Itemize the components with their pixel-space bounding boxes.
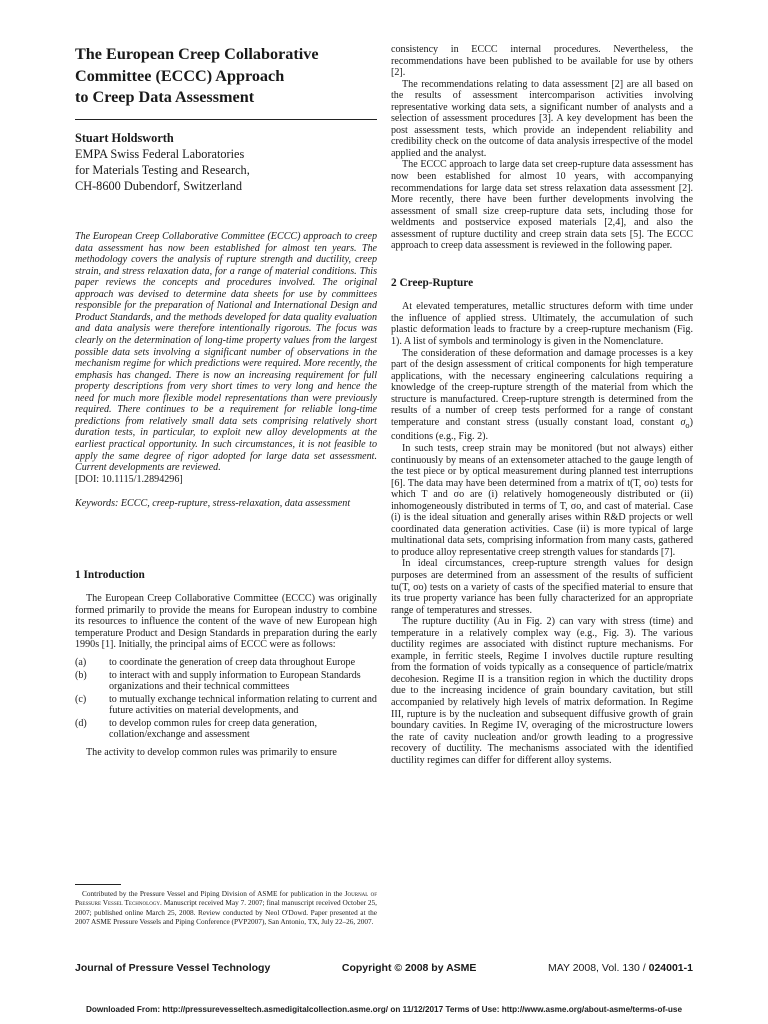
paragraph <box>391 348 693 443</box>
affiliation-line: CH-8600 Dubendorf, Switzerland <box>75 178 242 193</box>
paragraph-text: The consideration of these deformation and damage processes is a key part of the design assessment of critical components for high temperature applications, with the necessary engineering calculations requiring a knowledge of the creep-rupture strength of the material from which the structure is manufactured. Creep-rupture strength is determined from the results of a number of creep tests performed for a range of constant temperature and constant stress (usually constant load, constant <box>391 347 693 428</box>
footer-issue <box>548 962 693 974</box>
footnote-divider <box>75 884 121 885</box>
list-marker: (b) <box>75 669 87 681</box>
sigma-symbol: σ <box>680 416 686 428</box>
title-line: Committee (ECCC) Approach <box>75 66 285 85</box>
paragraph: The ECCC approach to large data set creep-rupture data assessment has now been established for almost 10 years, with accompanying recommendations for large data set stress relaxation data assessment [2]. More recently, there have been further developments involving the assessment of small size creep-rupture data sets, including those for weldments and postservice exposed materials [2,4], and also the assessment of rupture ductility and creep strain data sets [5]. The ECCC approach to creep data assessment is reviewed in the following paper. <box>391 159 693 252</box>
section-heading-introduction: 1 Introduction <box>75 568 145 581</box>
list-item <box>75 718 377 741</box>
footnote-text: Contributed by the Pressure Vessel and Piping Division of ASME for publication in the <box>82 889 345 898</box>
section-heading-creep-rupture: 2 Creep-Rupture <box>391 276 474 289</box>
paragraph: At elevated temperatures, metallic structures deform with time under the influence of applied stress. Ultimately, the accumulation of such plastic deformation leads to fracture by a creep-rupture mechanism (Fig. 1). A list of symbols and terminology is given in the Nomenclature. <box>391 301 693 348</box>
list-item <box>75 657 377 669</box>
list-marker: (a) <box>75 656 87 668</box>
paragraph-text: ) conditions (e.g., Fig. 2). <box>391 416 693 443</box>
page-id: 024001-1 <box>648 962 693 974</box>
keywords: Keywords: ECCC, creep-rupture, stress-relaxation, data assessment <box>75 498 351 510</box>
list-text: to coordinate the generation of creep data throughout Europe <box>109 656 356 668</box>
title-line: to Creep Data Assessment <box>75 88 255 106</box>
right-column <box>391 44 693 766</box>
download-notice: Downloaded From: http://pressurevesseltech.asmedigitalcollection.asme.org/ on 11/12/2017 Terms of Use: http://www.asme.org/about-asme/terms-of-use <box>85 1005 683 1014</box>
affiliation-line: for Materials Testing and Research, <box>75 162 250 177</box>
aims-list <box>75 657 377 741</box>
footnote <box>75 884 377 926</box>
list-text: to develop common rules for creep data generation, collation/exchange and assessment <box>109 717 317 741</box>
list-marker: (d) <box>75 717 87 729</box>
list-text: to mutually exchange technical information relating to current and future activities on material developments, and <box>109 693 377 717</box>
doi: [DOI: 10.1115/1.2894296] <box>75 473 183 485</box>
left-column <box>75 44 377 758</box>
footnote-text: . Manuscript received May 7. 2007; final manuscript received October 25, 2007; published online March 25, 2008. Review conducted by Neol O'Dowd. Paper presented at the 2007 ASME Pressure Vessels and Piping Conference (PVP2007), San Antonio, TX, July 22–26, 2007. <box>75 898 378 926</box>
footer-copyright: Copyright © 2008 by ASME <box>341 962 477 974</box>
journal-name: Journal of Pressure Vessel Technology <box>75 889 378 908</box>
paragraph: consistency in ECCC internal procedures. Nevertheless, the recommendations have been published to be available for use by others [2]. <box>391 44 693 79</box>
affiliation-line: EMPA Swiss Federal Laboratories <box>75 146 245 161</box>
page-footer <box>75 962 693 974</box>
list-item <box>75 670 377 693</box>
paragraph: In ideal circumstances, creep-rupture strength values for design purposes are determined from an assessment of the results of sufficient tu(T, σo) tests on a variety of casts of the specified material to ensure that its true property variance has been fully characterized for an appropriate range of temperatures and stresses. <box>391 558 693 616</box>
abstract-text: The European Creep Collaborative Committee (ECCC) approach to creep data assessment has now been established for almost ten years. The methodology covers the analysis of rupture strength and ductility, creep strain, and stress relaxation data, for a range of material conditions. This paper reviews the concepts and procedures involved. The original approach was devised to determine data sheets for use by committees responsible for the preparation of National and International Design and Product Standards, and the methods developed for data quality evaluation and data analysis were therefore intentionally rigorous. The focus was clearly on the determination of long-time property values from the largest possible data sets involving a significant number of observations in the mechanism regime for which predictions were required. More recently, the emphasis has changed. There is now an increasing requirement for full property descriptions from very short times to very long and hence the need for much more flexible model representations than were previously required. There continues to be a requirement for reliable long-time predictions from relatively small data sets comprising relatively short duration tests, in particular, to exploit new alloy developments at the earliest practical opportunity. In such circumstances, it is not feasible to apply the same degree of rigor adopted for large data set assessment. Current developments are reviewed. <box>75 231 377 474</box>
issue-info: MAY 2008, Vol. 130 / <box>548 962 649 974</box>
sigma-subscript: o <box>685 420 690 430</box>
author-name: Stuart Holdsworth <box>75 130 174 145</box>
paragraph: The rupture ductility (Au in Fig. 2) can vary with stress (time) and temperature in a relatively complex way (e.g., Fig. 3). The various ductility regimes are associated with distinct rupture mechanisms. For example, in ferritic steels, Regime I involves ductile rupture resulting from the formation of voids typically as a consequence of particle/matrix decohesion. Regime II is a transition region in which the ductility drops due to the increasing incidence of grain boundary cavitation, but still accompanied by relatively high levels of matrix deformation. In Regime III, rupture is by the nucleation and subsequent diffusive growth of grain boundary cavities. In Regime IV, overaging of the microstructure lowers the rate of cavity nucleation and/or growth leading to a progressive recovery of ductility. The mechanisms associated with the identified ductility regimes can differ for different alloy systems. <box>391 616 693 766</box>
paper-title <box>75 44 377 109</box>
paragraph: The recommendations relating to data assessment [2] are all based on the results of assessment intercomparison activities involving representative working data sets, a significant number of analysts and a selection of assessment procedures [3]. A key development has been the post assessment tests, which provide an independent reliability and credibility check on the outcome of data analysis irrespective of the model applied and the analyst. <box>391 78 693 159</box>
paragraph: The activity to develop common rules was primarily to ensure <box>86 746 337 758</box>
footer-journal: Journal of Pressure Vessel Technology <box>75 962 271 974</box>
title-line: The European Creep Collaborative <box>75 45 319 63</box>
list-item <box>75 694 377 717</box>
paragraph: In such tests, creep strain may be monitored (but not always) either continuously by means of an extensometer attached to the gauge length of the test piece or by optical measurement during planned test interruptions [6]. The data may have been determined from a matrix of t(T, σo) tests for which T and σo are (i) relatively homogeneously distributed or (ii) inhomogeneously distributed in terms of T, σo, and cast of material. Case (i) is the ideal situation and generally arises within R&D projects or well coordinated data generation activities. Case (ii) is more typical of large multinational data sets, comprising information from many casts, gathered to produce alloy representative creep strength values for standards [7]. <box>391 442 693 558</box>
paragraph: The European Creep Collaborative Committee (ECCC) was originally formed primarily to provide the means for European industry to combine its resources to influence the content of the wave of new European high temperature Product and Design Standards in preparation during the early 1990s [1]. Initially, the principal aims of ECCC were as follows: <box>75 593 377 651</box>
author-affiliation <box>75 146 377 195</box>
title-divider <box>75 119 377 120</box>
list-marker: (c) <box>75 693 87 705</box>
list-text: to interact with and supply information to European Standards organizations and their technical committees <box>109 669 361 693</box>
abstract <box>75 231 377 485</box>
